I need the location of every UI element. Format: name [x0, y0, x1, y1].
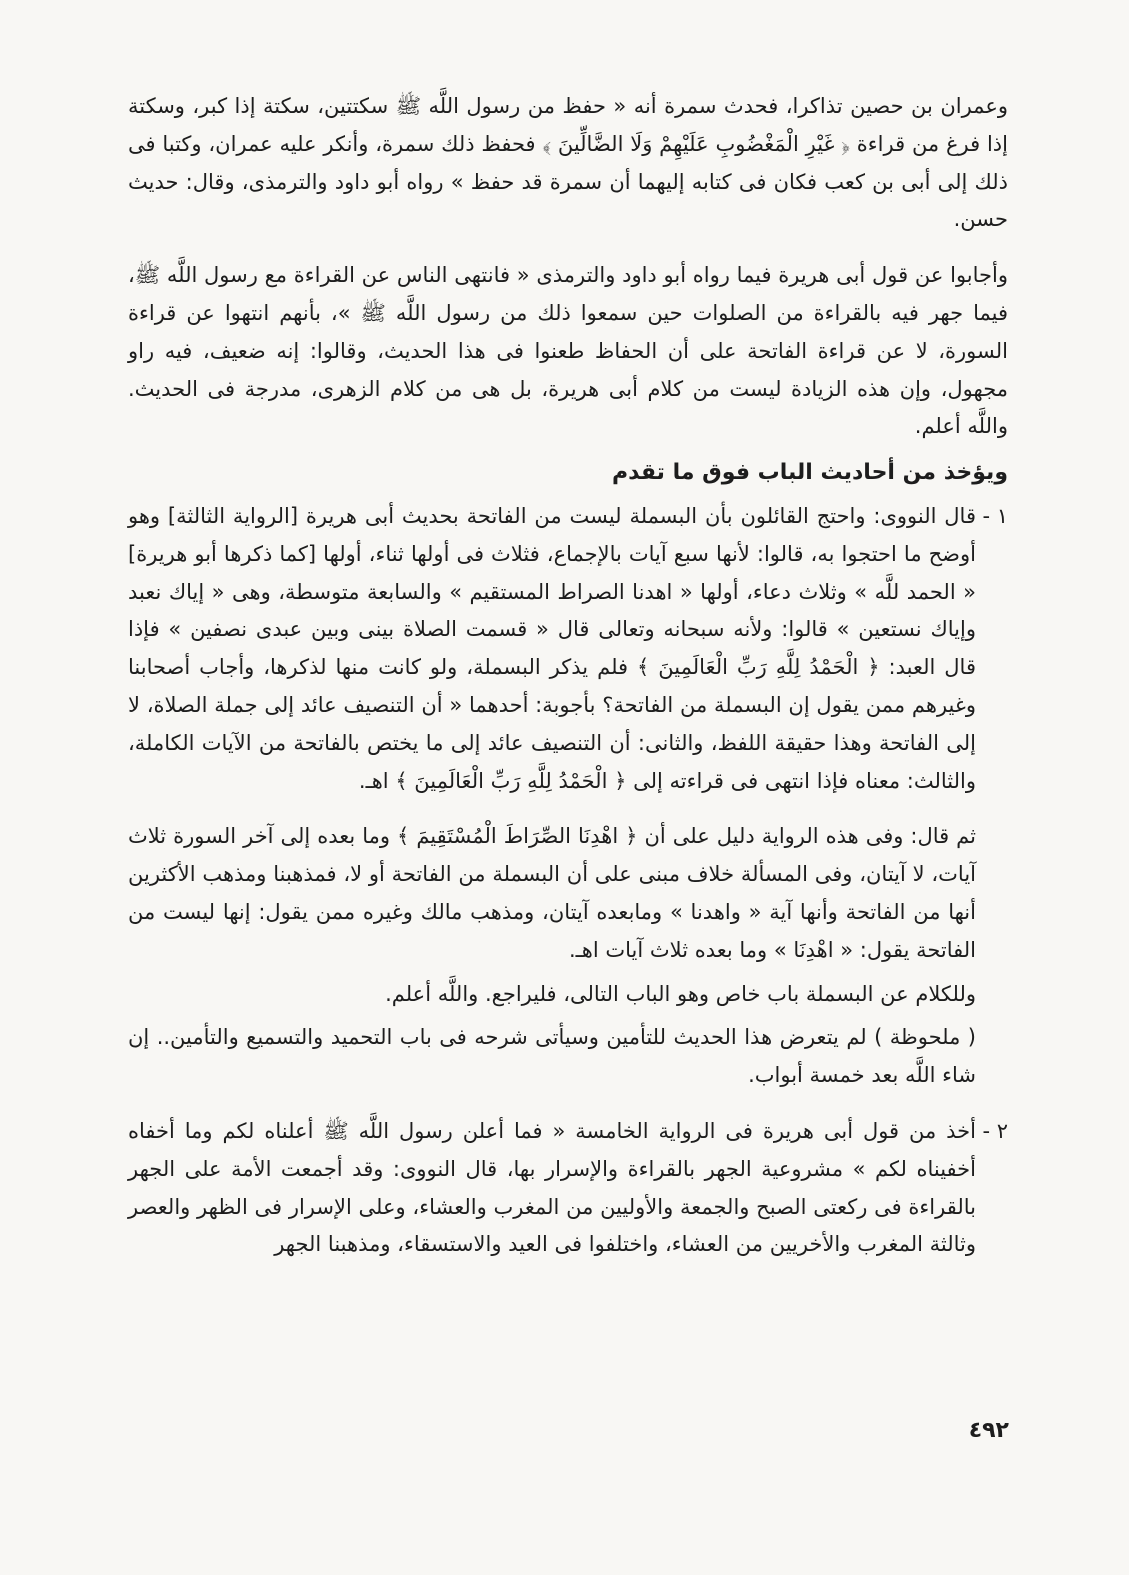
list-item-text: أخذ من قول أبى هريرة فى الرواية الخامسة « فما أعلن رسول اللَّه ﷺ أعلناه لكم وما أخفاه أخفيناه لكم » مشروعية الجهر بالقراءة والإسرار بها، قال النووى: وقد أجمعت الأمة على الجهر بالقراءة فى ركعتى الصبح والجمعة والأوليين من المغرب والعشاء، وعلى الإسرار فى الظهر والعصر وثالثة المغرب والأخريين من العشاء، واختلفوا فى العيد والاستسقاء، ومذهبنا الجهر [128, 1118, 976, 1257]
paragraph-remark: ( ملحوظة ) لم يتعرض هذا الحديث للتأمين وسيأتى شرحه فى باب التحميد والتسميع والتأمين.. إن شاء اللَّه بعد خمسة أبواب. [128, 1025, 976, 1088]
list-item-2 [128, 1113, 1008, 1264]
paragraph-abu-huraira-reply: وأجابوا عن قول أبى هريرة فيما رواه أبو داود والترمذى « فانتهى الناس عن القراءة مع رسول اللَّه ﷺ، فيما جهر فيه بالقراءة من الصلوات حين سمعوا ذلك من رسول اللَّه ﷺ »، بأنهم انتهوا عن قراءة السورة، لا عن قراءة الفاتحة على أن الحفاظ طعنوا فى هذا الحديث، وقالوا: إنه ضعيف، فيه راو مجهول، وإن هذه الزيادة ليست من كلام أبى هريرة، بل هى من كلام الزهرى، مدرجة فى الحديث. واللَّه أعلم. [128, 263, 1008, 439]
list-item-1 [128, 498, 1008, 1095]
list-item-text: قال النووى: واحتج القائلون بأن البسملة ليست من الفاتحة بحديث أبى هريرة [الرواية الثالثة] وهو أوضح ما احتجوا به، قالوا: لأنها سبع آيات بالإجماع، فثلاث فى أولها ثناء، أولها [كما ذكرها أبو هريرة] « الحمد للَّه » وثلاث دعاء، أولها « اهدنا الصراط المستقيم » والسابعة متوسطة، وهى « إياك نعبد وإياك نستعين » قالوا: ولأنه سبحانه وتعالى قال « قسمت الصلاة بينى وبين عبدى نصفين » فإذا قال العبد: ﴿ الْحَمْدُ لِلَّهِ رَبِّ الْعَالَمِينَ ﴾ فلم يذكر البسملة، ولو كانت منها لذكرها، وأجاب أصحابنا وغيرهم ممن يقول إن البسملة من الفاتحة؟ بأجوبة: أحدهما « أن التنصيف عائد إلى جملة الصلاة، لا إلى الفاتحة وهذا حقيقة اللفظ، والثانى: أن التنصيف عائد إلى ما يختص بالفاتحة من الآيات الكاملة، والثالث: معناه فإذا انتهى فى قراءته إلى ﴿ الْحَمْدُ لِلَّهِ رَبِّ الْعَالَمِينَ ﴾ اهـ. [128, 503, 976, 793]
section-heading: ويؤخذ من أحاديث الباب فوق ما تقدم [612, 460, 1008, 486]
list-item-number: ١ - [982, 503, 1008, 528]
page-number: ٤٩٢ [968, 1418, 1009, 1443]
paragraph-basmala-note: وللكلام عن البسملة باب خاص وهو الباب التالى، فليراجع. واللَّه أعلم. [385, 981, 976, 1006]
page-body [128, 88, 1008, 1264]
paragraph-then-he-said: ثم قال: وفى هذه الرواية دليل على أن ﴿ اهْدِنَا الصِّرَاطَ الْمُسْتَقِيمَ ﴾ وما بعده إلى آخر السورة ثلاث آيات، لا آيتان، وفى المسألة خلاف مبنى على أن البسملة من الفاتحة أو لا، فمذهبنا ومذهب الأكثرين أنها من الفاتحة وأنها آية « واهدنا » ومابعده آيتان، ومذهب مالك وغيره ممن يقول: إنها ليست من الفاتحة يقول: « اهْدِنَا » وما بعده ثلاث آيات اهـ. [128, 824, 976, 962]
paragraph-hadith-samura: وعمران بن حصين تذاكرا، فحدث سمرة أنه « حفظ من رسول اللَّه ﷺ سكتتين، سكتة إذا كبر، وسكتة إذا فرغ من قراءة ﴿ غَيْرِ الْمَغْضُوبِ عَلَيْهِمْ وَلَا الضَّالِّينَ ﴾ فحفظ ذلك سمرة، وأنكر عليه عمران، وكتبا فى ذلك إلى أبى بن كعب فكان فى كتابه إليهما أن سمرة قد حفظ » رواه أبو داود والترمذى، وقال: حديث حسن. [128, 94, 1008, 232]
list-item-number: ٢ - [982, 1118, 1008, 1143]
